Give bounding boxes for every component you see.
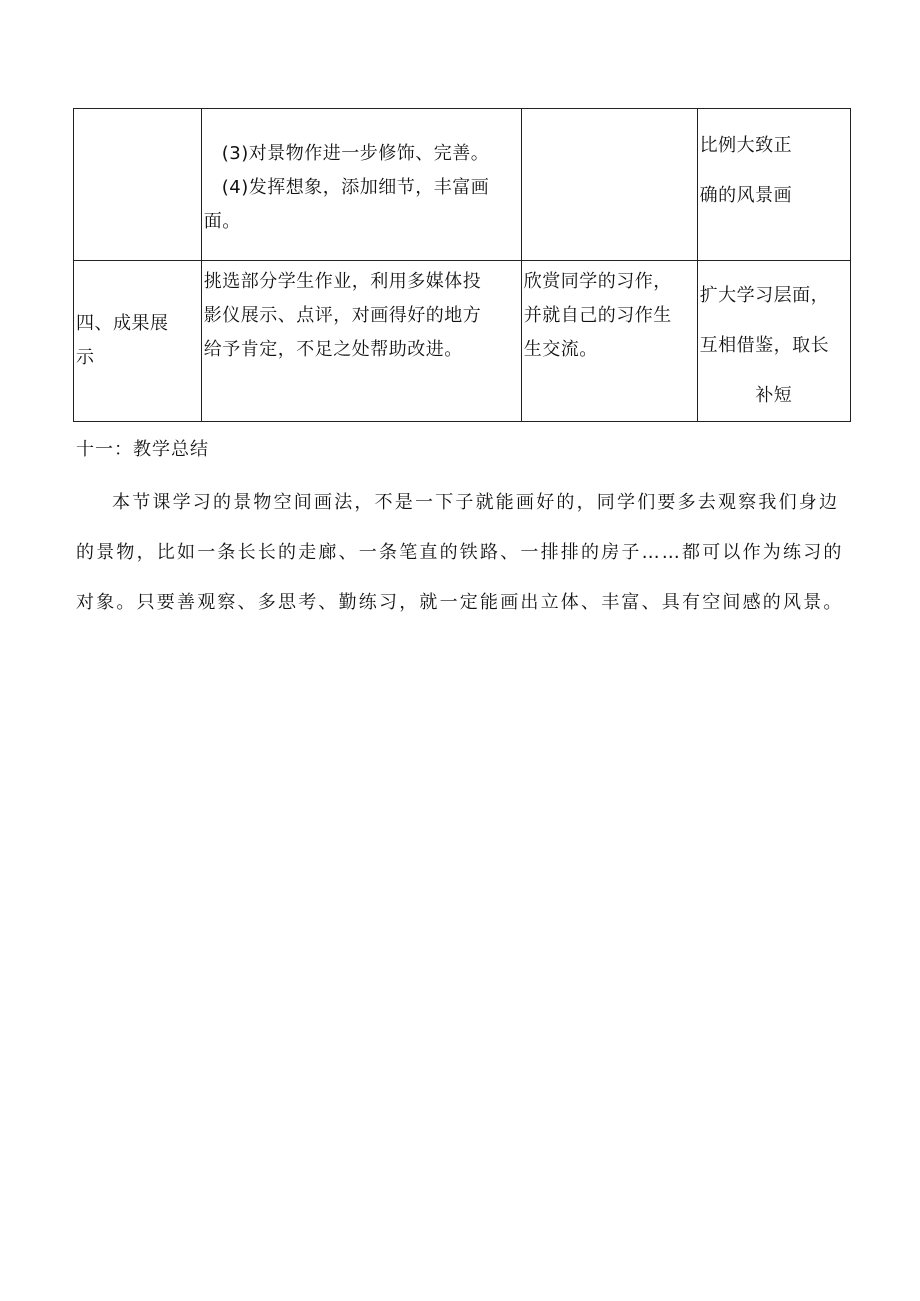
teacher-activity-line: 给予肯定，不足之处帮助改进。: [203, 339, 463, 360]
design-intent-line: 比例大致正: [699, 135, 793, 156]
student-activity-cell: [521, 109, 697, 261]
design-intent-cell: [697, 109, 850, 261]
design-intent-line: 扩大学习层面，: [699, 285, 830, 306]
design-intent-line: 补短: [755, 385, 793, 406]
lesson-plan-table: [73, 108, 851, 422]
teacher-activity-line: 挑选部分学生作业，利用多媒体投: [203, 271, 482, 292]
teacher-activity-line: 面。: [203, 211, 241, 232]
summary-heading: 十一：教学总结: [76, 439, 209, 460]
teacher-activity-line: 影仪展示、点评，对画得好的地方: [203, 305, 482, 326]
student-activity-cell: [521, 261, 697, 422]
stage-line: 四、成果展: [76, 313, 169, 334]
stage-cell: [74, 261, 202, 422]
design-intent-cell: [697, 261, 850, 422]
table-row: [74, 261, 851, 422]
teacher-activity-line: (3)对景物作进一步修饰、完善。: [221, 143, 490, 164]
table-row: [74, 109, 851, 261]
student-activity-line: 生交流。: [523, 339, 598, 360]
teacher-activity-line: (4)发挥想象，添加细节，丰富画: [221, 177, 490, 198]
stage-line: 示: [76, 347, 95, 368]
teacher-activity-cell: [201, 109, 521, 261]
design-intent-line: 确的风景画: [699, 185, 793, 206]
stage-cell: [74, 109, 202, 261]
student-activity-line: 并就自己的习作生: [523, 305, 672, 326]
design-intent-line: 互相借鉴，取长: [699, 335, 830, 356]
summary-paragraph: 本节课学习的景物空间画法，不是一下子就能画好的，同学们要多去观察我们身边的景物，比如一条长长的走廊、一条笔直的铁路、一排排的房子……都可以作为练习的对象。只要善观察、多思考、勤练习，就一定能画出立体、丰富、具有空间感的风景。: [76, 492, 844, 613]
student-activity-line: 欣赏同学的习作，: [523, 271, 672, 292]
teacher-activity-cell: [201, 261, 521, 422]
